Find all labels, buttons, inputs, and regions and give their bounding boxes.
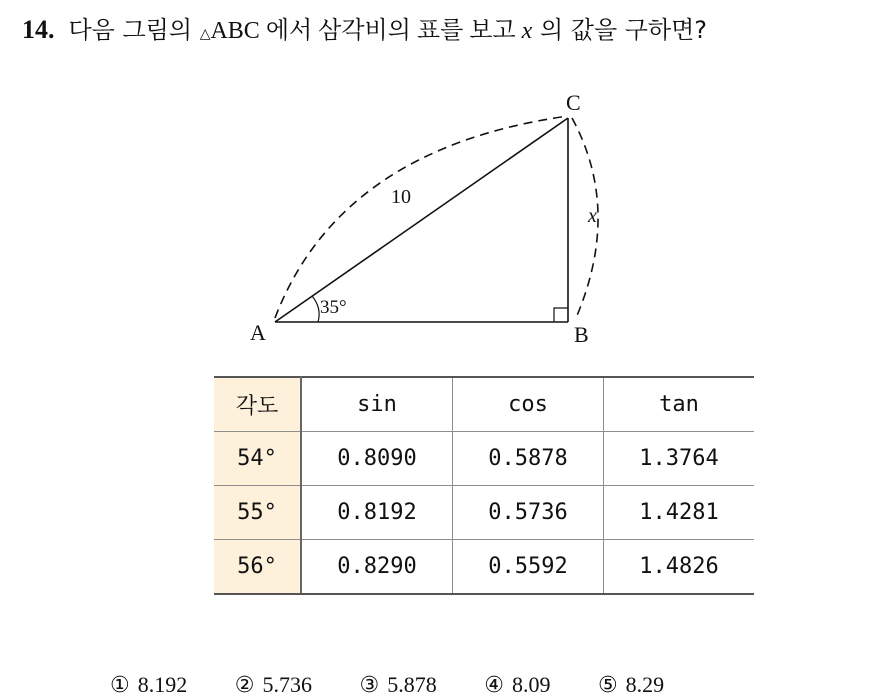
table-cell-tan: 1.4826 bbox=[604, 540, 755, 595]
question-number: 14. bbox=[22, 15, 55, 44]
dashed-arc-hypotenuse bbox=[275, 116, 568, 318]
table-cell-angle: 55° bbox=[214, 486, 301, 540]
side-ac bbox=[275, 118, 568, 322]
table-header-angle: 각도 bbox=[214, 377, 301, 432]
table-cell-cos: 0.5736 bbox=[453, 486, 604, 540]
table-cell-tan: 1.3764 bbox=[604, 432, 755, 486]
right-angle-mark bbox=[554, 308, 568, 322]
table-cell-angle: 56° bbox=[214, 540, 301, 595]
question-text-after: 의 값을 구하면? bbox=[532, 16, 708, 44]
vertex-c-label: C bbox=[566, 90, 581, 115]
table-cell-sin: 0.8290 bbox=[301, 540, 453, 595]
choice-marker: ② bbox=[234, 673, 255, 698]
choice-5[interactable] bbox=[598, 672, 664, 698]
choice-marker: ④ bbox=[484, 673, 504, 698]
choice-marker: ① bbox=[110, 673, 130, 698]
question-text-abc: ABC 에서 삼각비의 표를 보고 bbox=[210, 18, 522, 44]
choice-2[interactable] bbox=[235, 672, 312, 698]
table-header-tan: tan bbox=[604, 377, 755, 432]
choice-marker: ⑤ bbox=[597, 673, 618, 698]
question-text-before: 다음 그림의 bbox=[68, 16, 200, 44]
table-header-sin: sin bbox=[301, 377, 453, 432]
table-row bbox=[214, 540, 754, 595]
choice-value: 5.736 bbox=[262, 672, 312, 697]
trig-table bbox=[214, 376, 754, 595]
table-cell-cos: 0.5592 bbox=[453, 540, 604, 595]
side-x-label: x bbox=[588, 205, 597, 227]
answer-choices bbox=[110, 672, 706, 698]
choice-value: 8.09 bbox=[511, 672, 551, 697]
choice-marker: ③ bbox=[359, 673, 380, 698]
table-header-row bbox=[214, 377, 754, 432]
choice-3[interactable] bbox=[359, 672, 436, 698]
table-row bbox=[214, 432, 754, 486]
table-header-cos: cos bbox=[453, 377, 604, 432]
choice-4[interactable] bbox=[484, 672, 550, 698]
choice-value: 8.29 bbox=[625, 672, 665, 697]
table-row bbox=[214, 486, 754, 540]
hypotenuse-label: 10 bbox=[391, 186, 411, 208]
choice-1[interactable] bbox=[110, 672, 187, 698]
table-cell-sin: 0.8090 bbox=[301, 432, 453, 486]
angle-label: 35° bbox=[320, 297, 347, 318]
vertex-b-label: B bbox=[574, 322, 589, 347]
table-cell-sin: 0.8192 bbox=[301, 486, 453, 540]
choice-value: 8.192 bbox=[137, 672, 188, 697]
table-cell-tan: 1.4281 bbox=[604, 486, 755, 540]
question-variable: x bbox=[521, 18, 533, 44]
triangle-symbol: △ bbox=[199, 26, 211, 42]
angle-arc bbox=[312, 296, 319, 322]
vertex-a-label: A bbox=[250, 320, 266, 345]
choice-value: 5.878 bbox=[387, 672, 437, 697]
table-cell-cos: 0.5878 bbox=[453, 432, 604, 486]
table-cell-angle: 54° bbox=[214, 432, 301, 486]
